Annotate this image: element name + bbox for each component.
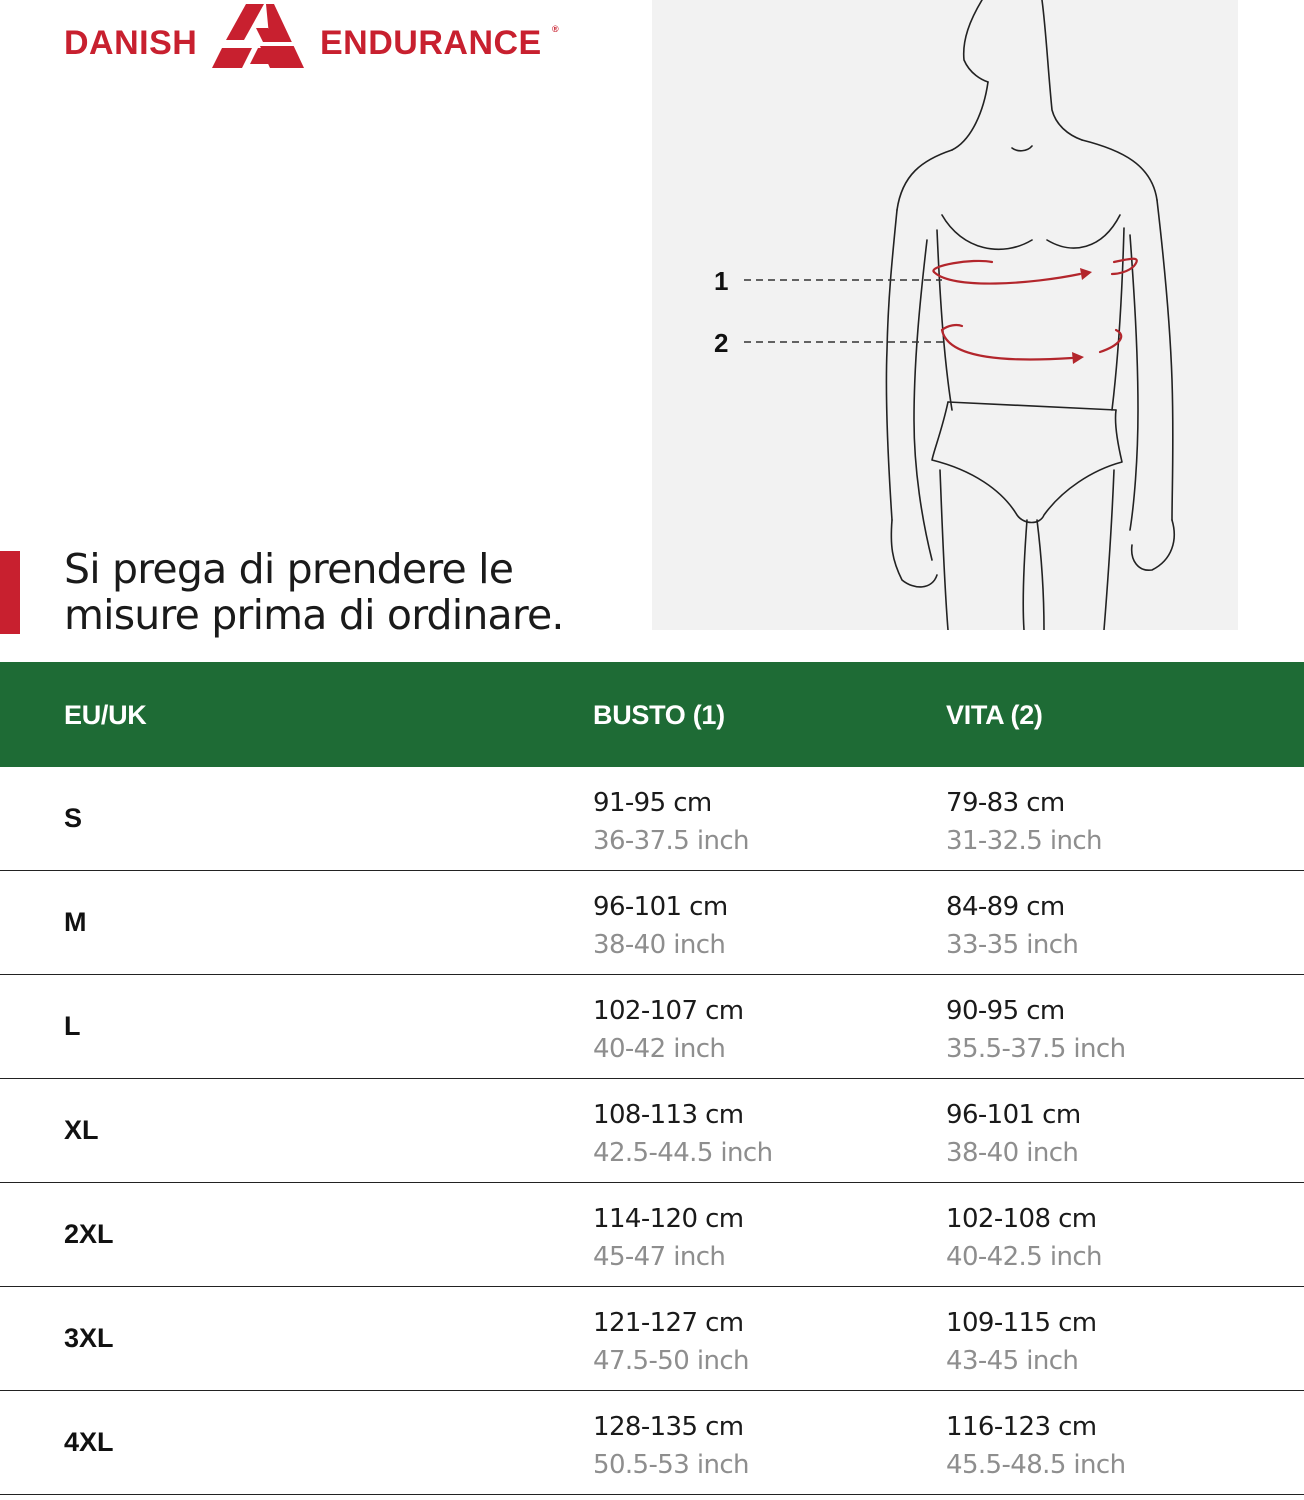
vita-cm: 84-89 cm	[946, 892, 1065, 922]
measurement-figure	[652, 0, 1238, 630]
vita-inch: 38-40 inch	[946, 1138, 1079, 1168]
vita-inch: 43-45 inch	[946, 1346, 1079, 1376]
vita-inch: 35.5-37.5 inch	[946, 1034, 1126, 1064]
table-row	[0, 1183, 1304, 1287]
busto-cm: 91-95 cm	[593, 788, 712, 818]
busto-inch: 38-40 inch	[593, 930, 726, 960]
vita-cell	[946, 992, 1126, 1068]
vita-cm: 116-123 cm	[946, 1412, 1097, 1442]
body-outline-illustration	[652, 0, 1238, 630]
headline-line-2: misure prima di ordinare.	[64, 591, 564, 639]
header-busto: BUSTO (1)	[593, 700, 725, 730]
brand-name-left: DANISH	[64, 24, 198, 62]
size-label: 3XL	[64, 1323, 114, 1353]
busto-cell	[593, 992, 744, 1068]
busto-inch: 40-42 inch	[593, 1034, 726, 1064]
vita-inch: 31-32.5 inch	[946, 826, 1102, 856]
measurement-marker-1: 1	[714, 266, 729, 296]
busto-cell	[593, 888, 728, 964]
table-row	[0, 1391, 1304, 1495]
busto-inch: 42.5-44.5 inch	[593, 1138, 773, 1168]
table-row	[0, 871, 1304, 975]
vita-cell	[946, 1304, 1097, 1380]
busto-cm: 114-120 cm	[593, 1204, 744, 1234]
registered-mark: ®	[552, 24, 559, 34]
accent-bar	[0, 551, 20, 634]
vita-cell	[946, 1200, 1102, 1276]
vita-cm: 79-83 cm	[946, 788, 1065, 818]
busto-cm: 96-101 cm	[593, 892, 728, 922]
table-row	[0, 975, 1304, 1079]
size-table	[0, 662, 1304, 1495]
busto-cm: 128-135 cm	[593, 1412, 744, 1442]
vita-inch: 40-42.5 inch	[946, 1242, 1102, 1272]
measurement-marker-2: 2	[714, 328, 729, 358]
busto-cell	[593, 1304, 749, 1380]
vita-cell	[946, 784, 1102, 860]
size-label: 2XL	[64, 1219, 114, 1249]
busto-cm: 102-107 cm	[593, 996, 744, 1026]
table-row	[0, 1079, 1304, 1183]
busto-inch: 47.5-50 inch	[593, 1346, 749, 1376]
vita-inch: 33-35 inch	[946, 930, 1079, 960]
table-header	[0, 662, 1304, 767]
busto-cell	[593, 1096, 773, 1172]
busto-inch: 50.5-53 inch	[593, 1450, 749, 1480]
brand-logo	[64, 0, 564, 72]
busto-inch: 36-37.5 inch	[593, 826, 749, 856]
headline-line-1: Si prega di prendere le	[64, 545, 514, 593]
size-label: M	[64, 907, 87, 937]
size-label: L	[64, 1011, 81, 1041]
vita-inch: 45.5-48.5 inch	[946, 1450, 1126, 1480]
vita-cm: 102-108 cm	[946, 1204, 1097, 1234]
vita-cm: 96-101 cm	[946, 1100, 1081, 1130]
busto-cell	[593, 1408, 749, 1484]
page-headline	[64, 546, 644, 638]
brand-name-right: ENDURANCE	[320, 24, 542, 62]
busto-cm: 121-127 cm	[593, 1308, 744, 1338]
busto-cm: 108-113 cm	[593, 1100, 744, 1130]
mountain-logo-icon	[212, 0, 310, 68]
vita-cell	[946, 1096, 1081, 1172]
size-label: 4XL	[64, 1427, 114, 1457]
vita-cell	[946, 1408, 1126, 1484]
table-row	[0, 1287, 1304, 1391]
busto-cell	[593, 784, 749, 860]
vita-cm: 90-95 cm	[946, 996, 1065, 1026]
header-vita: VITA (2)	[946, 700, 1043, 730]
size-label: S	[64, 803, 83, 833]
busto-inch: 45-47 inch	[593, 1242, 726, 1272]
busto-cell	[593, 1200, 744, 1276]
table-row	[0, 767, 1304, 871]
header-size: EU/UK	[64, 700, 147, 730]
vita-cm: 109-115 cm	[946, 1308, 1097, 1338]
vita-cell	[946, 888, 1078, 964]
size-label: XL	[64, 1115, 99, 1145]
